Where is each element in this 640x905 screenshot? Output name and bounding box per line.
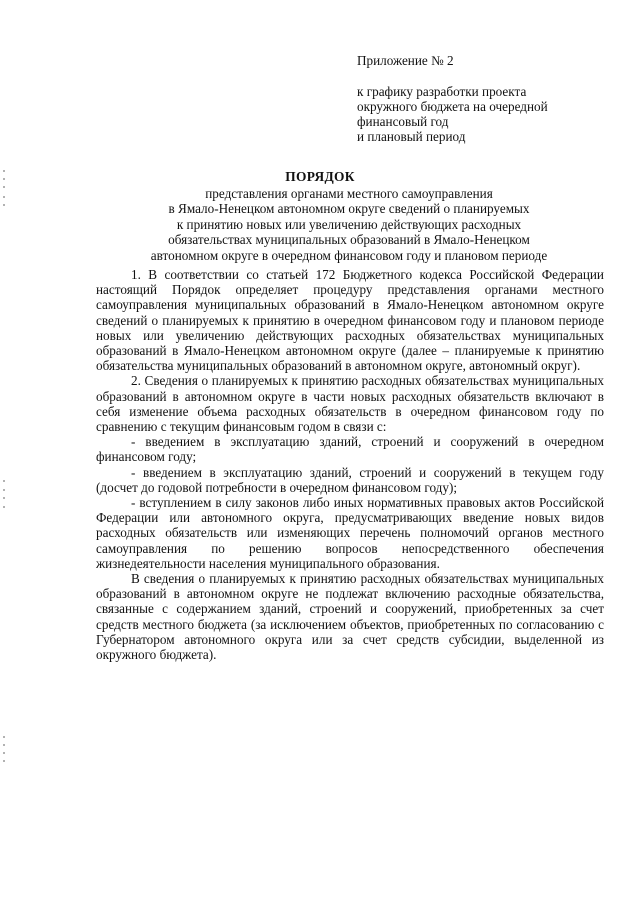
scan-dot (3, 506, 5, 508)
paragraph-exclusions: В сведения о планируемых к принятию расходных обязательствах муниципальных образований в автономном округе не подлежат включению расходные обязательства, связанные с содержанием зданий, строений и сооружений, приобретенных за счет средств местного бюджета (за исключением объектов, приобретенных по согласованию с Губернатором автономного округа или за счет средств субсидии, выделенной из окружного бюджета). (96, 571, 604, 663)
document-body (96, 267, 604, 662)
paragraph-2: 2. Сведения о планируемых к принятию расходных обязательствах муниципальных образований в автономном округе в части новых расходных обязательств включают в себя изменение объема расходных обязательств в очередном финансовом году по сравнению с текущим финансовым годом в связи с: (96, 373, 604, 435)
paragraph-1: 1. В соответствии со статьей 172 Бюджетного кодекса Российской Федерации настоящий Порядок определяет процедуру представления органами местного самоуправления муниципальных образований в Ямало-Ненецком автономном округе сведений о планируемых к принятию в очередном финансовом году и плановом периоде новых или увеличению действующих расходных обязательствах муниципальных образований в Ямало-Ненецком автономном округе (далее – планируемые к принятию обязательства муниципальных образований в автономном округе, автономный округ). (96, 267, 604, 374)
scan-dot (3, 744, 5, 746)
scan-dot (3, 196, 5, 198)
appendix-line: к графику разработки проекта (357, 84, 527, 99)
scan-dot (3, 736, 5, 738)
list-item: - введением в эксплуатацию зданий, строений и сооружений в текущем году (досчет до годовой потребности в очередном финансовом году); (96, 464, 604, 495)
appendix-line: окружного бюджета на очередной (357, 99, 548, 114)
list-item: - введением в эксплуатацию зданий, строений и сооружений в очередном финансовом году; (96, 434, 604, 465)
document-subtitle (110, 186, 588, 263)
scan-dot (3, 752, 5, 754)
subtitle-line: представления органами местного самоуправления (205, 186, 493, 201)
subtitle-line: обязательствах муниципальных образований в Ямало-Ненецком (168, 232, 530, 248)
scan-dot (3, 497, 5, 499)
scan-dot (3, 204, 5, 206)
subtitle-line: автономном округе в очередном финансовом году и плановом периоде (150, 247, 548, 263)
document-title: ПОРЯДОК (285, 169, 355, 184)
appendix-line: и плановый период (357, 129, 466, 144)
appendix-header (357, 53, 617, 144)
scan-margin-dots (3, 0, 7, 905)
scan-dot (3, 186, 5, 188)
subtitle-line: к принятию новых или увеличению действующих расходных (176, 216, 522, 232)
list-item: - вступлением в силу законов либо иных нормативных правовых актов Российской Федерации или автономного округа, предусматривающих введение новых видов расходных обязательств или изменяющих перечень полномочий органов местного самоуправления по решению вопросов непосредственного обеспечения жизнедеятельности населения муниципального образования. (96, 495, 604, 571)
appendix-title: Приложение № 2 (357, 53, 454, 68)
scan-dot (3, 489, 5, 491)
subtitle-line: в Ямало-Ненецком автономном округе сведений о планируемых (168, 201, 530, 217)
scan-dot (3, 480, 5, 482)
scan-dot (3, 760, 5, 762)
appendix-line: финансовый год (357, 114, 449, 129)
